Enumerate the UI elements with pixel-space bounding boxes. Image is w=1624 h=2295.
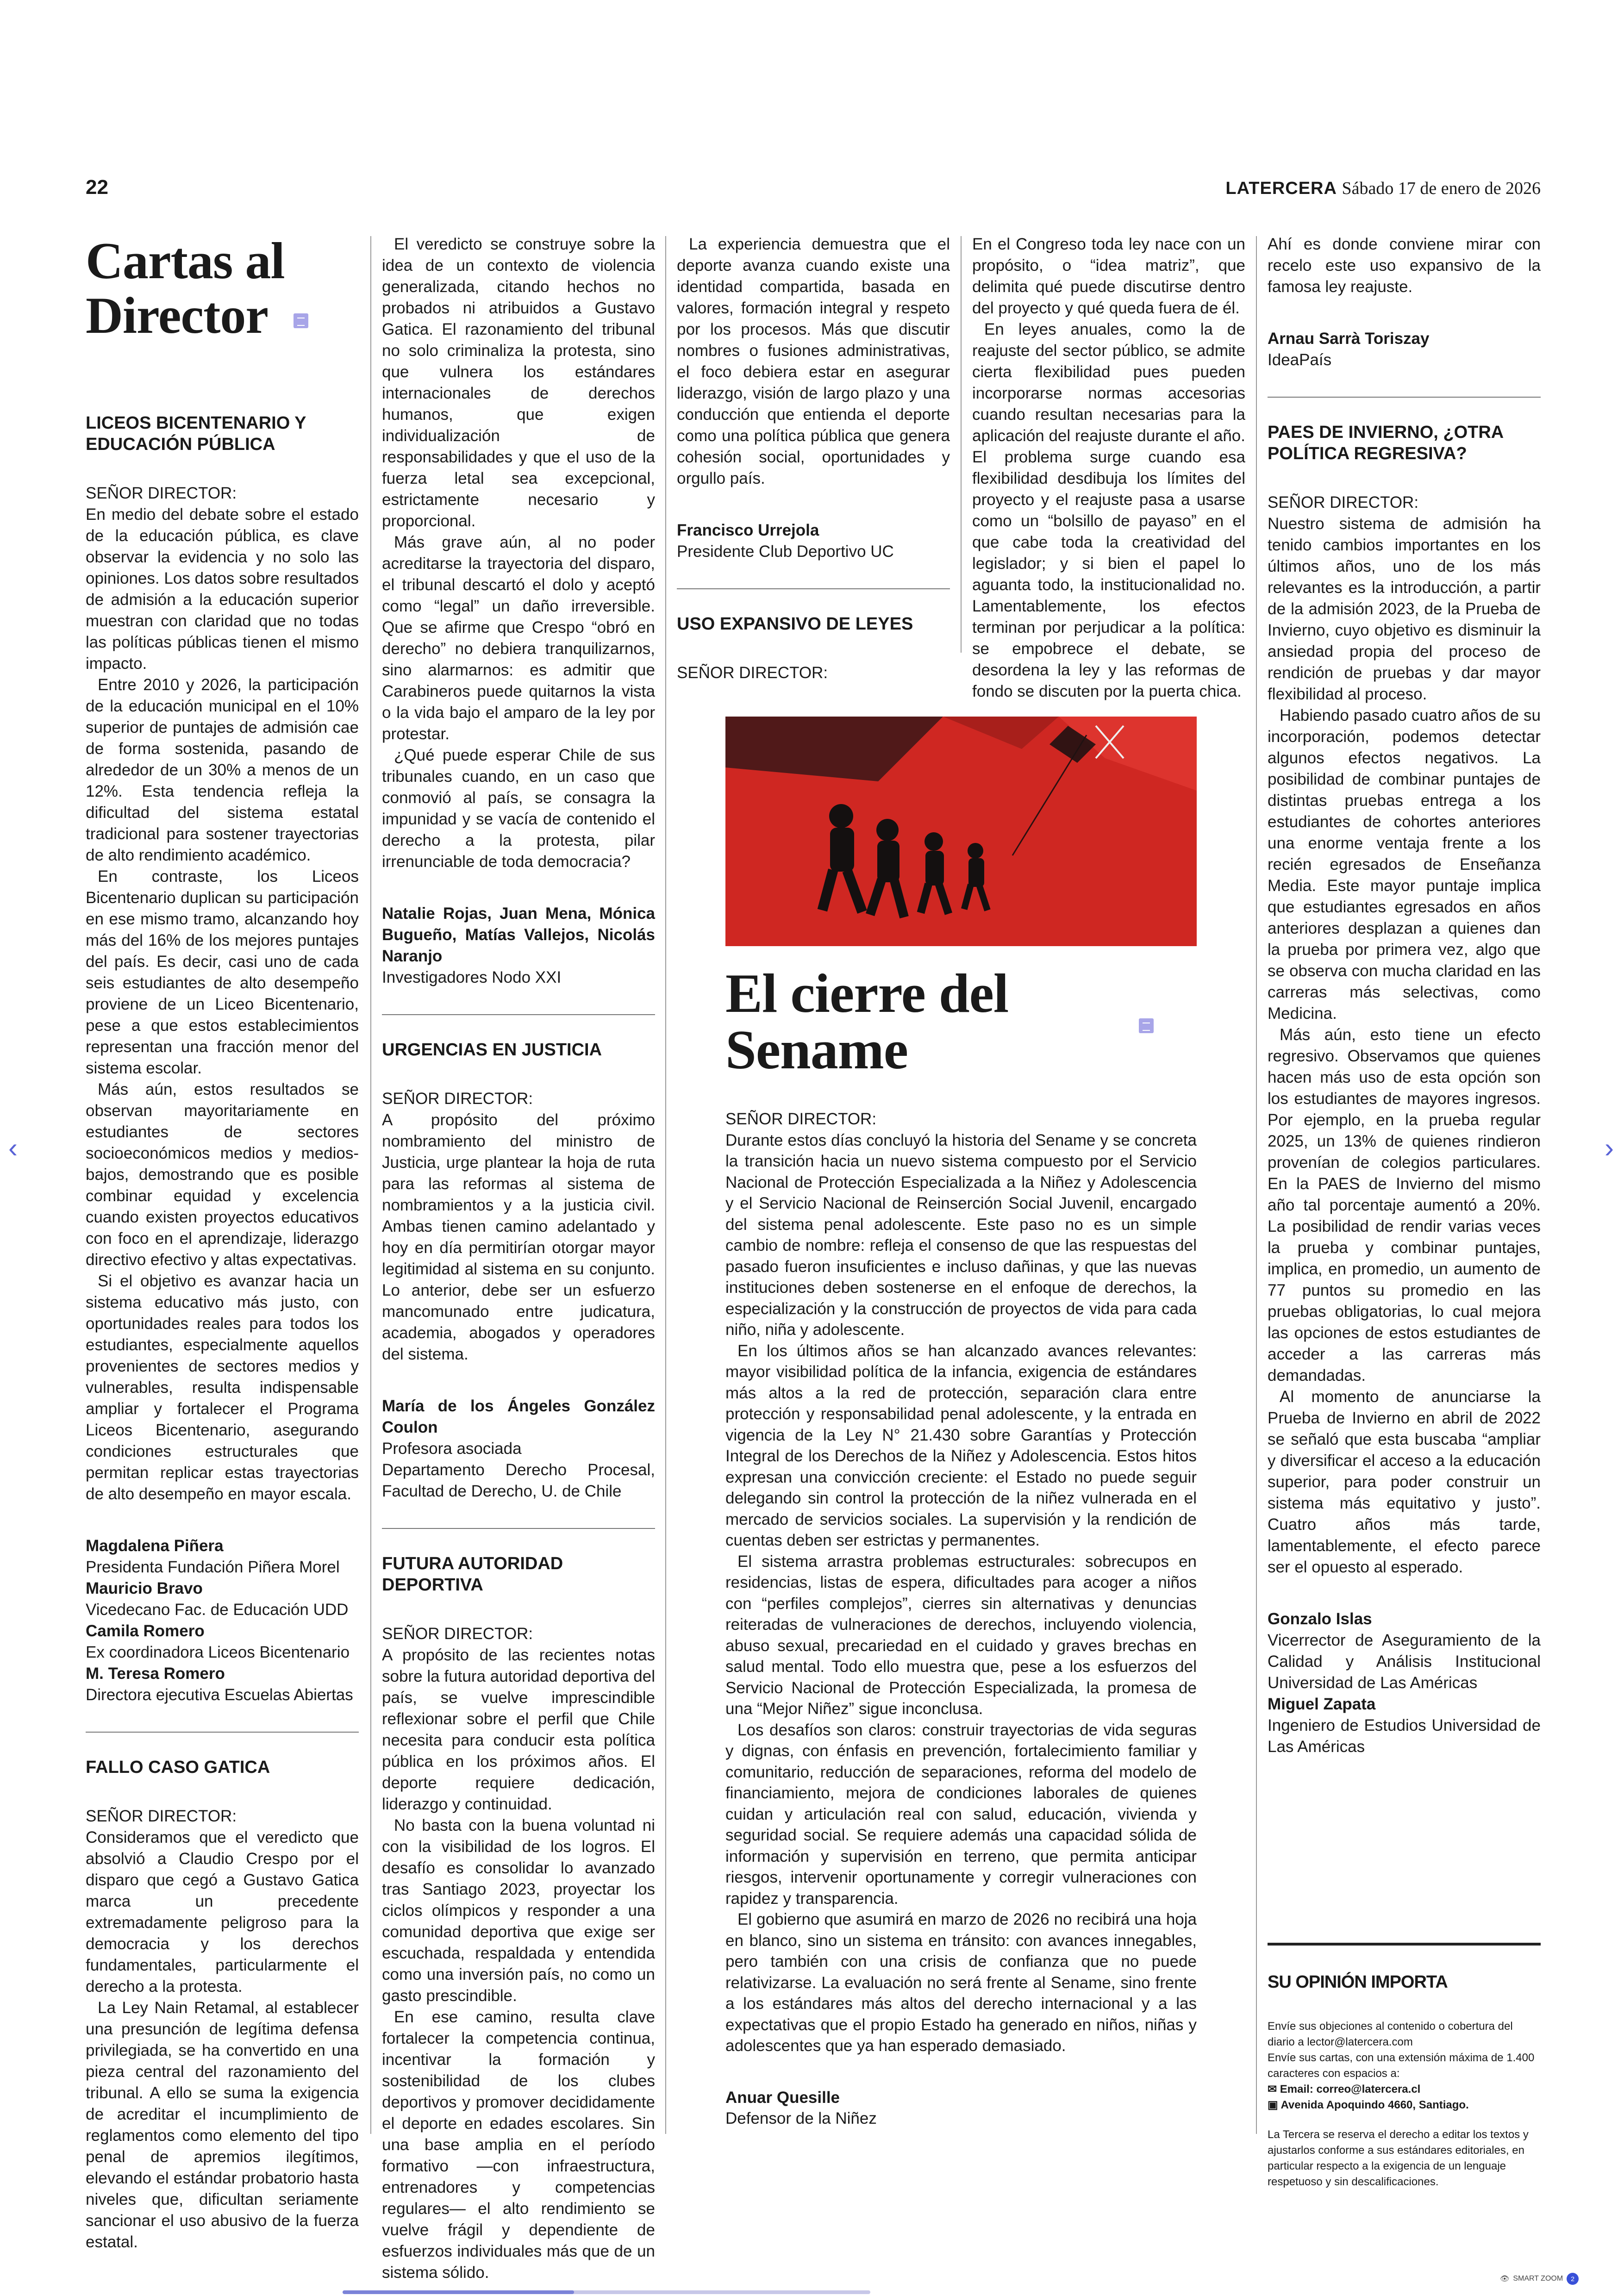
smart-zoom-control[interactable]	[1500, 2273, 1579, 2285]
salutation: SEÑOR DIRECTOR:	[86, 1807, 237, 1825]
signer-name: Camila Romero	[86, 1622, 205, 1640]
paragraph: Si el objetivo es avanzar hacia un sistema educativo más justo, con oportunidades reales para todos los estudiantes, especialmente aquellos provenientes de sectores medios y vulnerables, resulta indispensable ampliar y fortalecer el Programa Liceos Bicentenario, asegurando condiciones estructurales que permitan replicar estas trayectorias de alto desempeño en mayor escala.	[86, 1272, 359, 1503]
letter-heading: PAES DE INVIERNO, ¿OTRA POLÍTICA REGRESIVA?	[1268, 423, 1503, 463]
column-1	[86, 234, 359, 2253]
paragraph: Más grave aún, al no poder acreditarse la trayectoria del disparo, el tribunal descartó el dolo y aceptó como “legal” un daño irreversible. Que se afirme que Crespo “obró en derecho” no debiera tranquilizarnos, sino alarmarnos: es admitir que Carabineros puede quitarnos la vista o la vida bajo el amparo de la ley por protestar.	[382, 533, 655, 743]
horizontal-scrollbar-thumb[interactable]	[343, 2290, 574, 2294]
signature-block	[382, 903, 655, 988]
paragraph: En los últimos años se han alcanzado avances relevantes: mayor visibilidad política de la infancia, exigencia de estándares más altos a la red de protección, separación clara entre protección y responsabilidad penal adolescente, y la entrada en vigencia de la Ley N° 21.430 sobre Garantías y Protección Integral de los Derechos de la Niñez y Adolescencia. Estos hitos expresan una convicción creciente: el Estado no puede seguir delegando sin control la protección de la niñez vulnerada en el mercado de servicios sociales. La supervisión y la rendición de cuentas deben ser estrictas y permanentes.	[725, 1341, 1197, 1549]
salutation: SEÑOR DIRECTOR:	[382, 1625, 533, 1643]
letter-heading: USO EXPANSIVO DE LEYES	[677, 614, 913, 634]
signer-role: Investigadores Nodo XXI	[382, 968, 562, 986]
signer-role: Presidenta Fundación Piñera Morel	[86, 1558, 340, 1576]
signer-name: Magdalena Piñera	[86, 1537, 224, 1555]
signer-name: Francisco Urrejola	[677, 521, 819, 539]
salutation: SEÑOR DIRECTOR:	[86, 484, 237, 502]
signature-block	[725, 2087, 1197, 2129]
paragraph: No basta con la buena voluntad ni con la visibilidad de los logros. El desafío es consolidar lo avanzado tras Santiago 2023, proyectar los ciclos olímpicos y responder a una comunidad deportiva que exige ser escuchada, respaldada y entendida como una inversión país, no como un gasto prescindible.	[382, 1816, 655, 2005]
letter-heading: FUTURA AUTORIDAD DEPORTIVA	[382, 1554, 563, 1595]
divider	[382, 1528, 655, 1529]
signer-name: M. Teresa Romero	[86, 1665, 225, 1683]
signer-role: Vicerrector de Aseguramiento de la Calidad y Análisis Institucional Universidad de Las Américas	[1268, 1631, 1541, 1692]
letter-heading: LICEOS BICENTENARIO Y EDUCACIÓN PÚBLICA	[86, 413, 306, 454]
opinion-email[interactable]: ✉ Email: correo@latercera.cl	[1268, 2083, 1421, 2095]
column-3	[677, 234, 950, 684]
paragraph: Consideramos que el veredicto que absolvió a Claudio Crespo por el disparo que cegó a Gustavo Gatica marca un precedente extremadamente peligroso para la democracia y los derechos fundamentales, particularmente el derecho a la protesta.	[86, 1828, 359, 1996]
paragraph: El veredicto se construye sobre la idea de un contexto de violencia generalizada, citando hechos no probados ni atribuidos a Gustavo Gatica. El razonamiento del tribunal no solo criminaliza la protesta, sino que vulnera los estándares internacionales de derechos humanos, que exigen individualización de responsabilidades y que el uso de la fuerza letal sea excepcional, estrictamente necesario y proporcional.	[382, 235, 655, 530]
paragraph: A propósito de las recientes notas sobre la futura autoridad deportiva del país, se vuelve imprescindible reflexionar sobre el perfil que Chile necesita para conducir esta política pública en los próximos años. El deporte requiere dedicación, liderazgo y continuidad.	[382, 1646, 655, 1813]
signature-block	[86, 1535, 359, 1706]
signer-role: Profesora asociada	[382, 1440, 522, 1458]
signer-role: Defensor de la Niñez	[725, 2109, 877, 2127]
masthead	[1225, 178, 1541, 199]
column-divider	[1256, 236, 1257, 2134]
feature-illustration	[725, 717, 1197, 946]
signer-name: Natalie Rojas, Juan Mena, Mónica Bugueño, Matías Vallejos, Nicolás Naranjo	[382, 904, 655, 965]
paragraph: El sistema arrastra problemas estructurales: sobrecupos en residencias, listas de espera, dificultades para acoger a niños con “perfiles complejos”, cierres sin alternativas y denuncias reiteradas de vulneraciones de derechos, incluyendo violencia, abuso sexual, precariedad en el cuidado y graves brechas en salud mental. Todo ello muestra que, pese a los esfuerzos del Servicio Nacional de Protección Especializada, la promesa de una “Mejor Niñez” sigue inconclusa.	[725, 1552, 1197, 1718]
paragraph: Entre 2010 y 2026, la participación de la educación municipal en el 10% superior de puntajes de admisión cae de forma sostenida, pasando de alrededor de un 30% a menos de un 12%. Esta tendencia refleja la dificultad del sistema estatal tradicional para sostener trayectorias de alto rendimiento académico.	[86, 676, 359, 864]
paragraph: En ese camino, resulta clave fortalecer la competencia continua, incentivar la formación y sostenibilidad de los clubes deportivos y promover decididamente el deporte en edades escolares. Sin una base amplia en el período formativo —con infraestructura, entrenadores y competencias regulares— el alto rendimiento se vuelve frágil y dependiente de esfuerzos individuales más que de un sistema sólido.	[382, 2008, 655, 2282]
paragraph: La Ley Nain Retamal, al establecer una presunción de legítima defensa privilegiada, se ha convertido en una pieza central del razonamiento del tribunal. A ello se suma la exigencia de acreditar el incumplimiento de reglamentos como elemento del tipo penal de apremios ilegítimos, elevando el estándar probatorio hasta niveles que, dificultan seriamente sancionar el uso abusivo de la fuerza estatal.	[86, 1999, 359, 2251]
note-icon[interactable]	[294, 313, 308, 328]
paragraph: Habiendo pasado cuatro años de su incorporación, podemos detectar algunos efectos negativos. La posibilidad de combinar puntajes de distintas pruebas entrega a los estudiantes de cohortes anteriores una enorme ventaja frente a los recién egresados de Enseñanza Media. Este mayor puntaje implica que estudiantes egresados en años anteriores desplazan a quienes dan la prueba por primera vez, algo que se observa con mucha claridad en las carreras más selectivas, como Medicina.	[1268, 706, 1541, 1023]
signer-name: Arnau Sarrà Toriszay	[1268, 330, 1430, 348]
opinion-address: ▣ Avenida Apoquindo 4660, Santiago.	[1268, 2099, 1469, 2111]
signer-name: Gonzalo Islas	[1268, 1610, 1372, 1628]
smart-zoom-badge: 2	[1567, 2273, 1579, 2285]
divider	[1268, 397, 1541, 398]
paragraph: La experiencia demuestra que el deporte avanza cuando existe una identidad compartida, basada en valores, formación integral y respeto por los procesos. Más que discutir nombres o fusiones administrativas, el foco debiera estar en asegurar liderazgo, visión de largo plazo y una conducción que entienda el deporte como una política pública que genera cohesión social, oportunidades y orgullo país.	[677, 235, 950, 487]
opinion-text: Envíe sus cartas, con una extensión máxima de 1.400 caracteres con espacios a:	[1268, 2052, 1535, 2080]
page-number: 22	[86, 176, 108, 199]
paragraph: Más aún, esto tiene un efecto regresivo. Observamos que quienes hacen más uso de esta opción son los estudiantes de mayores ingresos. Por ejemplo, en la prueba regular 2025, un 13% de quienes rindieron provenían de colegios particulares. En la PAES de Invierno del mismo año tal porcentaje aumentó a 20%. La posibilidad de rendir varias veces la prueba y combinar puntajes, implica, en promedio, un aumento de 77 puntos su promedio en las pruebas obligatorias, lo cual mejora las opciones de estos estudiantes de acceder a las carreras más demandadas.	[1268, 1026, 1541, 1384]
note-icon[interactable]	[1139, 1018, 1154, 1033]
signer-role: IdeaPaís	[1268, 351, 1332, 369]
paragraph: Nuestro sistema de admisión ha tenido cambios importantes en los últimos años, uno de los más relevantes es la introducción, a partir de la admisión 2023, de la Prueba de Invierno, cuyo objetivo es disminuir la ansiedad propia del proceso de rendición de pruebas y dar mayor flexibilidad al proceso.	[1268, 515, 1541, 703]
smart-zoom-label: SMART ZOOM	[1513, 2275, 1563, 2283]
paragraph: Los desafíos son claros: construir trayectorias de vida seguras y dignas, con énfasis en prevención, fortalecimiento familiar y comunitario, reducción de separaciones, reforma del modelo de financiamiento, mejora de condiciones laborales de quienes cuidan y articulación real con salud, educación, vivienda y seguridad social. Se requiere además una capacidad sólida de información y supervisión en terreno, que permita anticipar riesgos, intervenir oportunamente y corregir vulneraciones con rapidez y transparencia.	[725, 1721, 1197, 1908]
column-2	[382, 234, 655, 2283]
divider	[677, 588, 950, 589]
paragraph: En medio del debate sobre el estado de la educación pública, es clave observar la evidencia y no solo las opiniones. Los datos sobre resultados de admisión a la educación superior muestran con claridad que no todas las políticas públicas tienen el mismo impacto.	[86, 505, 359, 673]
paragraph: A propósito del próximo nombramiento del ministro de Justicia, urge plantear la hoja de ruta para las reformas al sistema de nombramientos y a la justicia civil. Ambas tienen camino adelantado y hoy en día permitirían otorgar mayor legitimidad al sistema en su conjunto. Lo anterior, debe ser un esfuerzo mancomunado entre judicatura, academia, abogados y operadores del sistema.	[382, 1111, 655, 1363]
signer-role: Departamento Derecho Procesal, Facultad de Derecho, U. de Chile	[382, 1461, 655, 1500]
previous-page-button[interactable]: ‹	[8, 1132, 18, 1163]
opinion-text: Envíe sus objeciones al contenido o cobertura del diario a lector@latercera.com	[1268, 2020, 1513, 2048]
signer-name: Anuar Quesille	[725, 2088, 840, 2107]
salutation: SEÑOR DIRECTOR:	[725, 1110, 877, 1128]
next-page-button[interactable]: ›	[1605, 1132, 1614, 1163]
signature-block	[677, 520, 950, 562]
signer-role: Ingeniero de Estudios Universidad de Las Américas	[1268, 1716, 1541, 1756]
salutation: SEÑOR DIRECTOR:	[382, 1090, 533, 1108]
letter-heading: FALLO CASO GATICA	[86, 1758, 270, 1777]
feature-body	[725, 1109, 1197, 2129]
paragraph: Ahí es donde conviene mirar con recelo este uso expansivo de la famosa ley reajuste.	[1268, 235, 1541, 296]
column-divider	[665, 236, 666, 2134]
signer-role: Vicedecano Fac. de Educación UDD	[86, 1601, 349, 1619]
letter-heading: URGENCIAS EN JUSTICIA	[382, 1040, 602, 1060]
column-divider	[961, 236, 962, 653]
paragraph: Más aún, estos resultados se observan mayoritariamente en estudiantes de sectores socioeconómicos medios y medios-bajos, demostrando que es posible combinar equidad y excelencia cuando existen proyectos educativos con foco en el aprendizaje, liderazgo directivo efectivo y altas expectativas.	[86, 1080, 359, 1269]
column-5	[1268, 234, 1541, 2190]
feature-title: El cierre del Sename	[725, 962, 1009, 1080]
paragraph: En el Congreso toda ley nace con un propósito, o “idea matriz”, que delimita qué puede discutirse dentro del proyecto y qué queda fuera de él.	[972, 235, 1245, 317]
email-icon: ✉	[1268, 2083, 1280, 2095]
brand-name: LATERCERA	[1225, 179, 1337, 198]
signer-name: Mauricio Bravo	[86, 1579, 203, 1597]
paragraph: En leyes anuales, como la de reajuste del sector público, se admite cierta flexibilidad pues pueden incorporarse normas accesorias cuando resultan necesarias para la aplicación del reajuste durante el año. El problema surge cuando esa flexibilidad desdibuja los límites del proyecto y el reajuste pasa a usarse como un “bolsillo de payaso” en el que cabe toda la creatividad del legislador; y si bien el papel lo aguanta todo, la institucionalidad no. Lamentablemente, los efectos terminan por perjudicar a la política: se empobrece el debate, se desordena la ley y las reformas de fondo se discuten por la puerta chica.	[972, 320, 1245, 700]
salutation: SEÑOR DIRECTOR:	[677, 664, 828, 682]
children-running-illustration	[725, 717, 1197, 946]
signer-name: María de los Ángeles González Coulon	[382, 1397, 655, 1436]
column-divider	[370, 236, 371, 2134]
divider	[382, 1014, 655, 1015]
salutation: SEÑOR DIRECTOR:	[1268, 493, 1419, 511]
paragraph: ¿Qué puede esperar Chile de sus tribunales cuando, en un caso que conmovió al país, se consagra la impunidad y se vacía de contenido el derecho a la protesta, pilar irrenunciable de toda democracia?	[382, 746, 655, 871]
opinion-title: SU OPINIÓN IMPORTA	[1268, 1972, 1448, 1992]
paragraph: Durante estos días concluyó la historia del Sename y se concreta la transición hacia un nuevo sistema compuesto por el Servicio Nacional de Protección Especializada a la Niñez y Adolescencia y el Servicio Nacional de Reinserción Social Juvenil, encargado del sistema penal adolescente. Este paso no es un simple cambio de nombre: refleja el consenso de que las respuestas del pasado fueron insuficientes e incluso dañinas, y que las nuevas instituciones deben sostenerse en el enfoque de derechos, la especialización y la construcción de proyectos de vida para cada niño, niña y adolescente.	[725, 1131, 1197, 1339]
signer-name: Miguel Zapata	[1268, 1695, 1376, 1713]
signature-block	[382, 1396, 655, 1502]
signer-role: Directora ejecutiva Escuelas Abiertas	[86, 1686, 353, 1704]
divider	[86, 1732, 359, 1733]
mailbox-icon: ▣	[1268, 2099, 1281, 2111]
opinion-box	[1268, 1943, 1541, 2190]
paragraph: En contraste, los Liceos Bicentenario duplican su participación en ese mismo tramo, alcanzando hoy más del 16% de los mejores puntajes del país. Es decir, casi uno de cada seis estudiantes de alto desempeño proviene de un Liceo Bicentenario, pese a que estos establecimientos representan una fracción menor del sistema escolar.	[86, 867, 359, 1077]
divider	[1268, 1943, 1541, 1946]
column-4	[972, 234, 1245, 702]
eye-icon: 👁	[1500, 2275, 1510, 2283]
signer-role: Ex coordinadora Liceos Bicentenario	[86, 1643, 350, 1661]
paragraph: El gobierno que asumirá en marzo de 2026 no recibirá una hoja en blanco, sino un sistema en tránsito: con avances innegables, pero también con una crisis de confianza que no puede relativizarse. La evaluación no será frente al Sename, sino frente a los estándares más altos del derecho internacional y a las expectativas que el propio Estado ha generado en niños, niñas y adolescentes que ya han esperado demasiado.	[725, 1910, 1197, 2055]
opinion-disclaimer: La Tercera se reserva el derecho a editar los textos y ajustarlos conforme a sus estándares editoriales, en particular respecto a la exigencia de un lenguaje respetuoso y sin descalificaciones.	[1268, 2128, 1529, 2188]
section-title: Cartas al Director	[86, 234, 359, 343]
issue-date: Sábado 17 de enero de 2026	[1342, 179, 1541, 198]
signature-block	[1268, 1609, 1541, 1758]
signature-block	[1268, 328, 1541, 371]
signer-role: Presidente Club Deportivo UC	[677, 543, 894, 561]
paragraph: Al momento de anunciarse la Prueba de Invierno en abril de 2022 se señaló que esta buscaba “ampliar y diversificar el acceso a la educación superior, para poder construir un sistema más equitativo y justo”. Cuatro años más tarde, lamentablemente, el efecto parece ser el opuesto al esperado.	[1268, 1388, 1541, 1576]
